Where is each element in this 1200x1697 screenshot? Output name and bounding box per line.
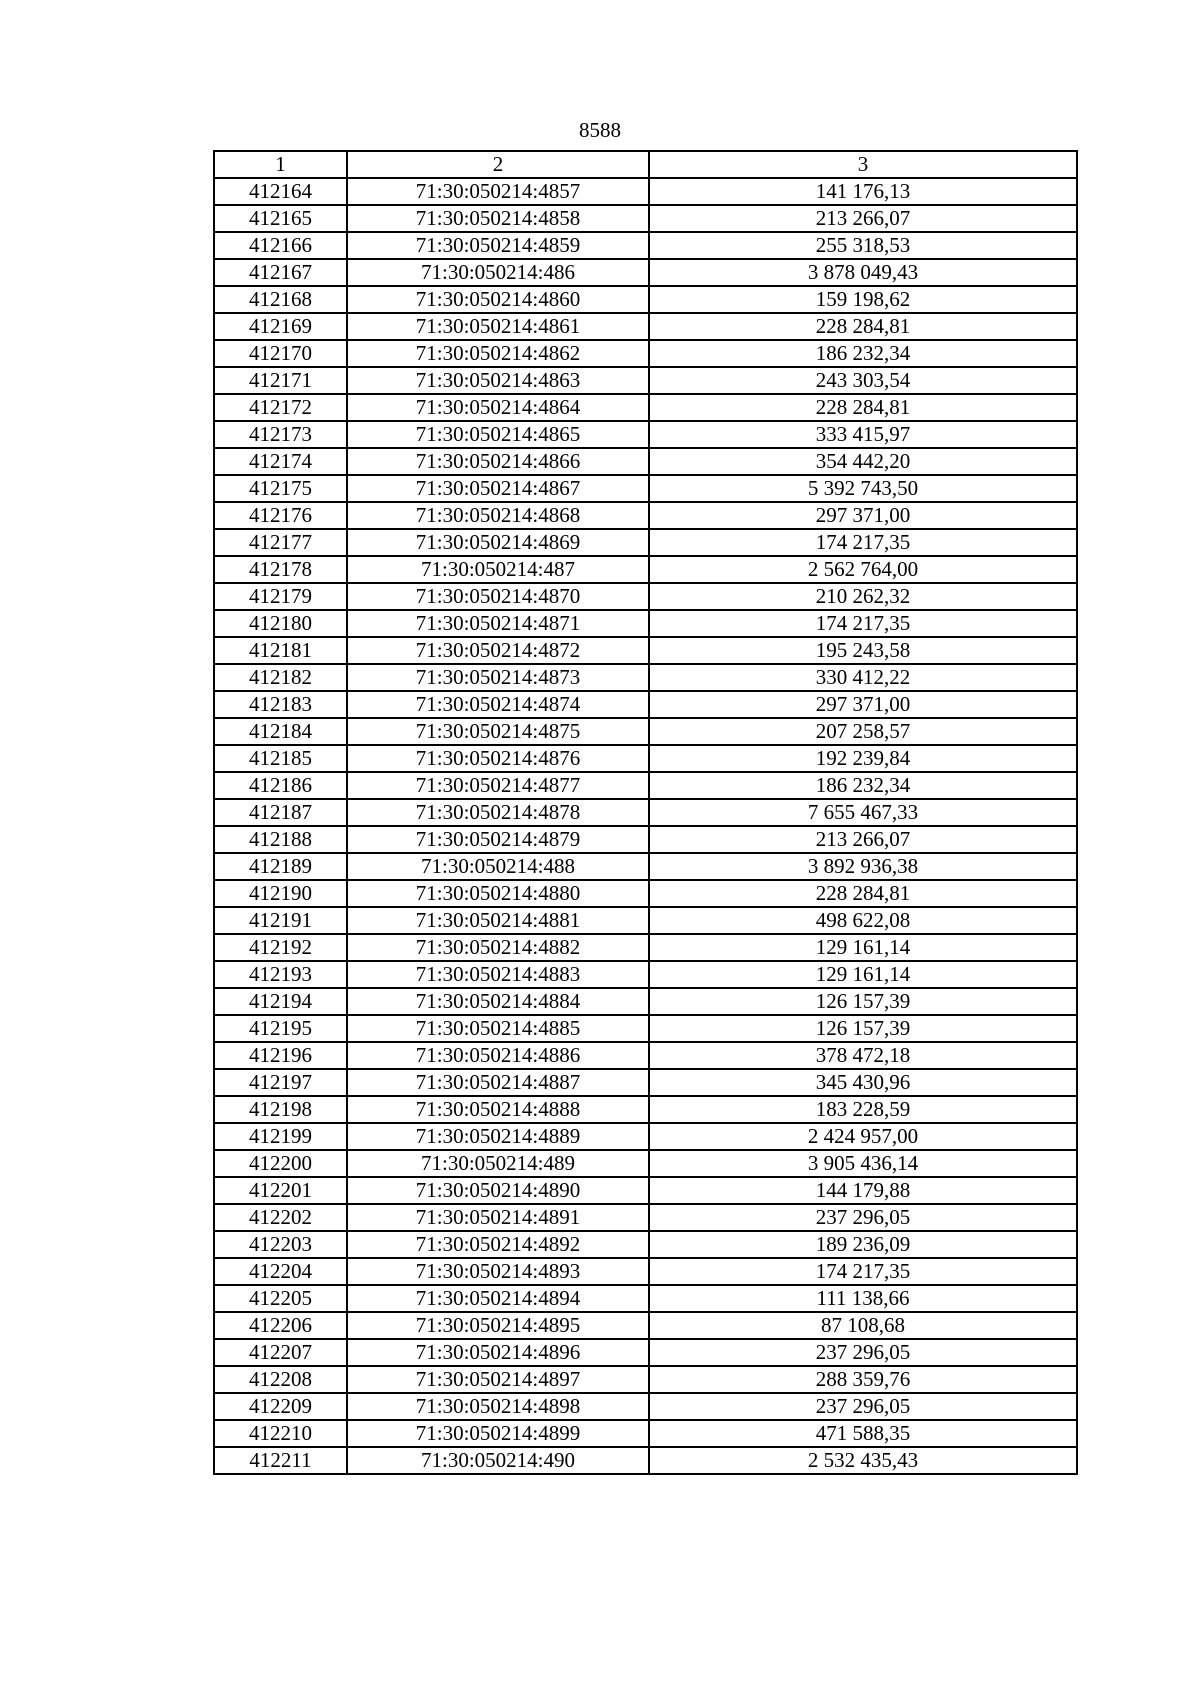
row-number-cell: 412188 bbox=[214, 826, 347, 853]
value-cell: 213 266,07 bbox=[649, 205, 1077, 232]
column-header-3: 3 bbox=[649, 151, 1077, 178]
row-number-cell: 412181 bbox=[214, 637, 347, 664]
row-number-cell: 412210 bbox=[214, 1420, 347, 1447]
row-number-cell: 412165 bbox=[214, 205, 347, 232]
value-cell: 5 392 743,50 bbox=[649, 475, 1077, 502]
table-row bbox=[214, 610, 1077, 637]
row-number-cell: 412200 bbox=[214, 1150, 347, 1177]
page-number: 8588 bbox=[579, 118, 621, 142]
row-number-cell: 412211 bbox=[214, 1447, 347, 1474]
table-row bbox=[214, 1204, 1077, 1231]
value-cell: 183 228,59 bbox=[649, 1096, 1077, 1123]
cadastral-number-cell: 71:30:050214:4859 bbox=[347, 232, 649, 259]
table-row bbox=[214, 988, 1077, 1015]
cadastral-number-cell: 71:30:050214:4881 bbox=[347, 907, 649, 934]
row-number-cell: 412185 bbox=[214, 745, 347, 772]
row-number-cell: 412205 bbox=[214, 1285, 347, 1312]
table-row bbox=[214, 1312, 1077, 1339]
value-cell: 87 108,68 bbox=[649, 1312, 1077, 1339]
value-cell: 237 296,05 bbox=[649, 1393, 1077, 1420]
cadastral-number-cell: 71:30:050214:4857 bbox=[347, 178, 649, 205]
cadastral-number-cell: 71:30:050214:486 bbox=[347, 259, 649, 286]
row-number-cell: 412209 bbox=[214, 1393, 347, 1420]
cadastral-number-cell: 71:30:050214:4874 bbox=[347, 691, 649, 718]
cadastral-number-cell: 71:30:050214:4899 bbox=[347, 1420, 649, 1447]
cadastral-number-cell: 71:30:050214:4890 bbox=[347, 1177, 649, 1204]
value-cell: 207 258,57 bbox=[649, 718, 1077, 745]
row-number-cell: 412166 bbox=[214, 232, 347, 259]
row-number-cell: 412180 bbox=[214, 610, 347, 637]
cadastral-number-cell: 71:30:050214:4858 bbox=[347, 205, 649, 232]
value-cell: 186 232,34 bbox=[649, 772, 1077, 799]
table-row bbox=[214, 637, 1077, 664]
value-cell: 2 424 957,00 bbox=[649, 1123, 1077, 1150]
value-cell: 237 296,05 bbox=[649, 1339, 1077, 1366]
row-number-cell: 412179 bbox=[214, 583, 347, 610]
cadastral-number-cell: 71:30:050214:4895 bbox=[347, 1312, 649, 1339]
table-row bbox=[214, 1366, 1077, 1393]
row-number-cell: 412193 bbox=[214, 961, 347, 988]
table-row bbox=[214, 1420, 1077, 1447]
value-cell: 174 217,35 bbox=[649, 1258, 1077, 1285]
value-cell: 174 217,35 bbox=[649, 529, 1077, 556]
cadastral-number-cell: 71:30:050214:4891 bbox=[347, 1204, 649, 1231]
value-cell: 471 588,35 bbox=[649, 1420, 1077, 1447]
row-number-cell: 412192 bbox=[214, 934, 347, 961]
table-row bbox=[214, 880, 1077, 907]
cadastral-number-cell: 71:30:050214:4878 bbox=[347, 799, 649, 826]
value-cell: 297 371,00 bbox=[649, 502, 1077, 529]
value-cell: 192 239,84 bbox=[649, 745, 1077, 772]
value-cell: 129 161,14 bbox=[649, 961, 1077, 988]
value-cell: 186 232,34 bbox=[649, 340, 1077, 367]
cadastral-number-cell: 71:30:050214:4876 bbox=[347, 745, 649, 772]
value-cell: 111 138,66 bbox=[649, 1285, 1077, 1312]
row-number-cell: 412191 bbox=[214, 907, 347, 934]
row-number-cell: 412194 bbox=[214, 988, 347, 1015]
cadastral-number-cell: 71:30:050214:4872 bbox=[347, 637, 649, 664]
cadastral-number-cell: 71:30:050214:4883 bbox=[347, 961, 649, 988]
row-number-cell: 412184 bbox=[214, 718, 347, 745]
row-number-cell: 412167 bbox=[214, 259, 347, 286]
row-number-cell: 412182 bbox=[214, 664, 347, 691]
table-row bbox=[214, 907, 1077, 934]
row-number-cell: 412168 bbox=[214, 286, 347, 313]
table-row bbox=[214, 1447, 1077, 1474]
table-row bbox=[214, 853, 1077, 880]
cadastral-number-cell: 71:30:050214:4885 bbox=[347, 1015, 649, 1042]
value-cell: 141 176,13 bbox=[649, 178, 1077, 205]
value-cell: 3 892 936,38 bbox=[649, 853, 1077, 880]
row-number-cell: 412183 bbox=[214, 691, 347, 718]
value-cell: 7 655 467,33 bbox=[649, 799, 1077, 826]
cadastral-number-cell: 71:30:050214:4888 bbox=[347, 1096, 649, 1123]
value-cell: 174 217,35 bbox=[649, 610, 1077, 637]
cadastral-number-cell: 71:30:050214:4871 bbox=[347, 610, 649, 637]
table-row bbox=[214, 1123, 1077, 1150]
value-cell: 189 236,09 bbox=[649, 1231, 1077, 1258]
table-row bbox=[214, 826, 1077, 853]
cadastral-number-cell: 71:30:050214:4898 bbox=[347, 1393, 649, 1420]
value-cell: 498 622,08 bbox=[649, 907, 1077, 934]
row-number-cell: 412203 bbox=[214, 1231, 347, 1258]
table-row bbox=[214, 394, 1077, 421]
cadastral-number-cell: 71:30:050214:4889 bbox=[347, 1123, 649, 1150]
row-number-cell: 412187 bbox=[214, 799, 347, 826]
value-cell: 228 284,81 bbox=[649, 880, 1077, 907]
row-number-cell: 412208 bbox=[214, 1366, 347, 1393]
table-row bbox=[214, 1231, 1077, 1258]
value-cell: 288 359,76 bbox=[649, 1366, 1077, 1393]
cadastral-number-cell: 71:30:050214:490 bbox=[347, 1447, 649, 1474]
row-number-cell: 412175 bbox=[214, 475, 347, 502]
table-row bbox=[214, 313, 1077, 340]
value-cell: 228 284,81 bbox=[649, 313, 1077, 340]
row-number-cell: 412171 bbox=[214, 367, 347, 394]
table-row bbox=[214, 961, 1077, 988]
cadastral-number-cell: 71:30:050214:4860 bbox=[347, 286, 649, 313]
table-row bbox=[214, 772, 1077, 799]
cadastral-number-cell: 71:30:050214:4892 bbox=[347, 1231, 649, 1258]
row-number-cell: 412176 bbox=[214, 502, 347, 529]
value-cell: 345 430,96 bbox=[649, 1069, 1077, 1096]
value-cell: 129 161,14 bbox=[649, 934, 1077, 961]
table-row bbox=[214, 502, 1077, 529]
value-cell: 228 284,81 bbox=[649, 394, 1077, 421]
cadastral-number-cell: 71:30:050214:4877 bbox=[347, 772, 649, 799]
cadastral-number-cell: 71:30:050214:4880 bbox=[347, 880, 649, 907]
table-row bbox=[214, 286, 1077, 313]
row-number-cell: 412189 bbox=[214, 853, 347, 880]
table-row bbox=[214, 367, 1077, 394]
value-cell: 213 266,07 bbox=[649, 826, 1077, 853]
value-cell: 378 472,18 bbox=[649, 1042, 1077, 1069]
row-number-cell: 412164 bbox=[214, 178, 347, 205]
cadastral-number-cell: 71:30:050214:4897 bbox=[347, 1366, 649, 1393]
value-cell: 210 262,32 bbox=[649, 583, 1077, 610]
table-row bbox=[214, 259, 1077, 286]
row-number-cell: 412202 bbox=[214, 1204, 347, 1231]
table-row bbox=[214, 691, 1077, 718]
cadastral-number-cell: 71:30:050214:488 bbox=[347, 853, 649, 880]
cadastral-number-cell: 71:30:050214:4894 bbox=[347, 1285, 649, 1312]
table-row bbox=[214, 1150, 1077, 1177]
table-row bbox=[214, 556, 1077, 583]
cadastral-number-cell: 71:30:050214:4864 bbox=[347, 394, 649, 421]
data-table bbox=[213, 150, 1078, 1475]
cadastral-number-cell: 71:30:050214:4896 bbox=[347, 1339, 649, 1366]
table-body bbox=[214, 178, 1077, 1474]
table-row bbox=[214, 1258, 1077, 1285]
cadastral-number-cell: 71:30:050214:4867 bbox=[347, 475, 649, 502]
value-cell: 126 157,39 bbox=[649, 988, 1077, 1015]
row-number-cell: 412174 bbox=[214, 448, 347, 475]
value-cell: 3 878 049,43 bbox=[649, 259, 1077, 286]
table-row bbox=[214, 178, 1077, 205]
row-number-cell: 412170 bbox=[214, 340, 347, 367]
table-row bbox=[214, 745, 1077, 772]
value-cell: 126 157,39 bbox=[649, 1015, 1077, 1042]
row-number-cell: 412186 bbox=[214, 772, 347, 799]
value-cell: 243 303,54 bbox=[649, 367, 1077, 394]
table-header bbox=[214, 151, 1077, 178]
cadastral-number-cell: 71:30:050214:4873 bbox=[347, 664, 649, 691]
column-header-1: 1 bbox=[214, 151, 347, 178]
cadastral-number-cell: 71:30:050214:4886 bbox=[347, 1042, 649, 1069]
value-cell: 144 179,88 bbox=[649, 1177, 1077, 1204]
row-number-cell: 412190 bbox=[214, 880, 347, 907]
value-cell: 297 371,00 bbox=[649, 691, 1077, 718]
value-cell: 255 318,53 bbox=[649, 232, 1077, 259]
table-row bbox=[214, 718, 1077, 745]
row-number-cell: 412172 bbox=[214, 394, 347, 421]
value-cell: 330 412,22 bbox=[649, 664, 1077, 691]
row-number-cell: 412196 bbox=[214, 1042, 347, 1069]
table-row bbox=[214, 1042, 1077, 1069]
row-number-cell: 412201 bbox=[214, 1177, 347, 1204]
table-row bbox=[214, 232, 1077, 259]
row-number-cell: 412177 bbox=[214, 529, 347, 556]
cadastral-number-cell: 71:30:050214:487 bbox=[347, 556, 649, 583]
value-cell: 159 198,62 bbox=[649, 286, 1077, 313]
cadastral-number-cell: 71:30:050214:4865 bbox=[347, 421, 649, 448]
table-row bbox=[214, 1177, 1077, 1204]
table-row bbox=[214, 799, 1077, 826]
row-number-cell: 412206 bbox=[214, 1312, 347, 1339]
cadastral-number-cell: 71:30:050214:4868 bbox=[347, 502, 649, 529]
cadastral-number-cell: 71:30:050214:4866 bbox=[347, 448, 649, 475]
table-row bbox=[214, 1015, 1077, 1042]
table-row bbox=[214, 934, 1077, 961]
cadastral-number-cell: 71:30:050214:4863 bbox=[347, 367, 649, 394]
row-number-cell: 412178 bbox=[214, 556, 347, 583]
value-cell: 195 243,58 bbox=[649, 637, 1077, 664]
column-header-2: 2 bbox=[347, 151, 649, 178]
table-row bbox=[214, 421, 1077, 448]
value-cell: 354 442,20 bbox=[649, 448, 1077, 475]
table-row bbox=[214, 1285, 1077, 1312]
row-number-cell: 412199 bbox=[214, 1123, 347, 1150]
row-number-cell: 412198 bbox=[214, 1096, 347, 1123]
row-number-cell: 412169 bbox=[214, 313, 347, 340]
cadastral-number-cell: 71:30:050214:4882 bbox=[347, 934, 649, 961]
cadastral-number-cell: 71:30:050214:4875 bbox=[347, 718, 649, 745]
cadastral-number-cell: 71:30:050214:4879 bbox=[347, 826, 649, 853]
cadastral-number-cell: 71:30:050214:4869 bbox=[347, 529, 649, 556]
value-cell: 333 415,97 bbox=[649, 421, 1077, 448]
value-cell: 237 296,05 bbox=[649, 1204, 1077, 1231]
cadastral-number-cell: 71:30:050214:4870 bbox=[347, 583, 649, 610]
table-header-row bbox=[214, 151, 1077, 178]
table-row bbox=[214, 1096, 1077, 1123]
table-row bbox=[214, 583, 1077, 610]
table-row bbox=[214, 340, 1077, 367]
table-row bbox=[214, 529, 1077, 556]
table-row bbox=[214, 664, 1077, 691]
cadastral-number-cell: 71:30:050214:4887 bbox=[347, 1069, 649, 1096]
table-row bbox=[214, 1069, 1077, 1096]
cadastral-number-cell: 71:30:050214:4884 bbox=[347, 988, 649, 1015]
value-cell: 3 905 436,14 bbox=[649, 1150, 1077, 1177]
value-cell: 2 532 435,43 bbox=[649, 1447, 1077, 1474]
cadastral-number-cell: 71:30:050214:4861 bbox=[347, 313, 649, 340]
row-number-cell: 412204 bbox=[214, 1258, 347, 1285]
cadastral-number-cell: 71:30:050214:489 bbox=[347, 1150, 649, 1177]
cadastral-number-cell: 71:30:050214:4862 bbox=[347, 340, 649, 367]
cadastral-number-cell: 71:30:050214:4893 bbox=[347, 1258, 649, 1285]
table-row bbox=[214, 1393, 1077, 1420]
table-row bbox=[214, 1339, 1077, 1366]
table-row bbox=[214, 475, 1077, 502]
table-row bbox=[214, 205, 1077, 232]
row-number-cell: 412207 bbox=[214, 1339, 347, 1366]
value-cell: 2 562 764,00 bbox=[649, 556, 1077, 583]
row-number-cell: 412195 bbox=[214, 1015, 347, 1042]
table-row bbox=[214, 448, 1077, 475]
row-number-cell: 412173 bbox=[214, 421, 347, 448]
row-number-cell: 412197 bbox=[214, 1069, 347, 1096]
